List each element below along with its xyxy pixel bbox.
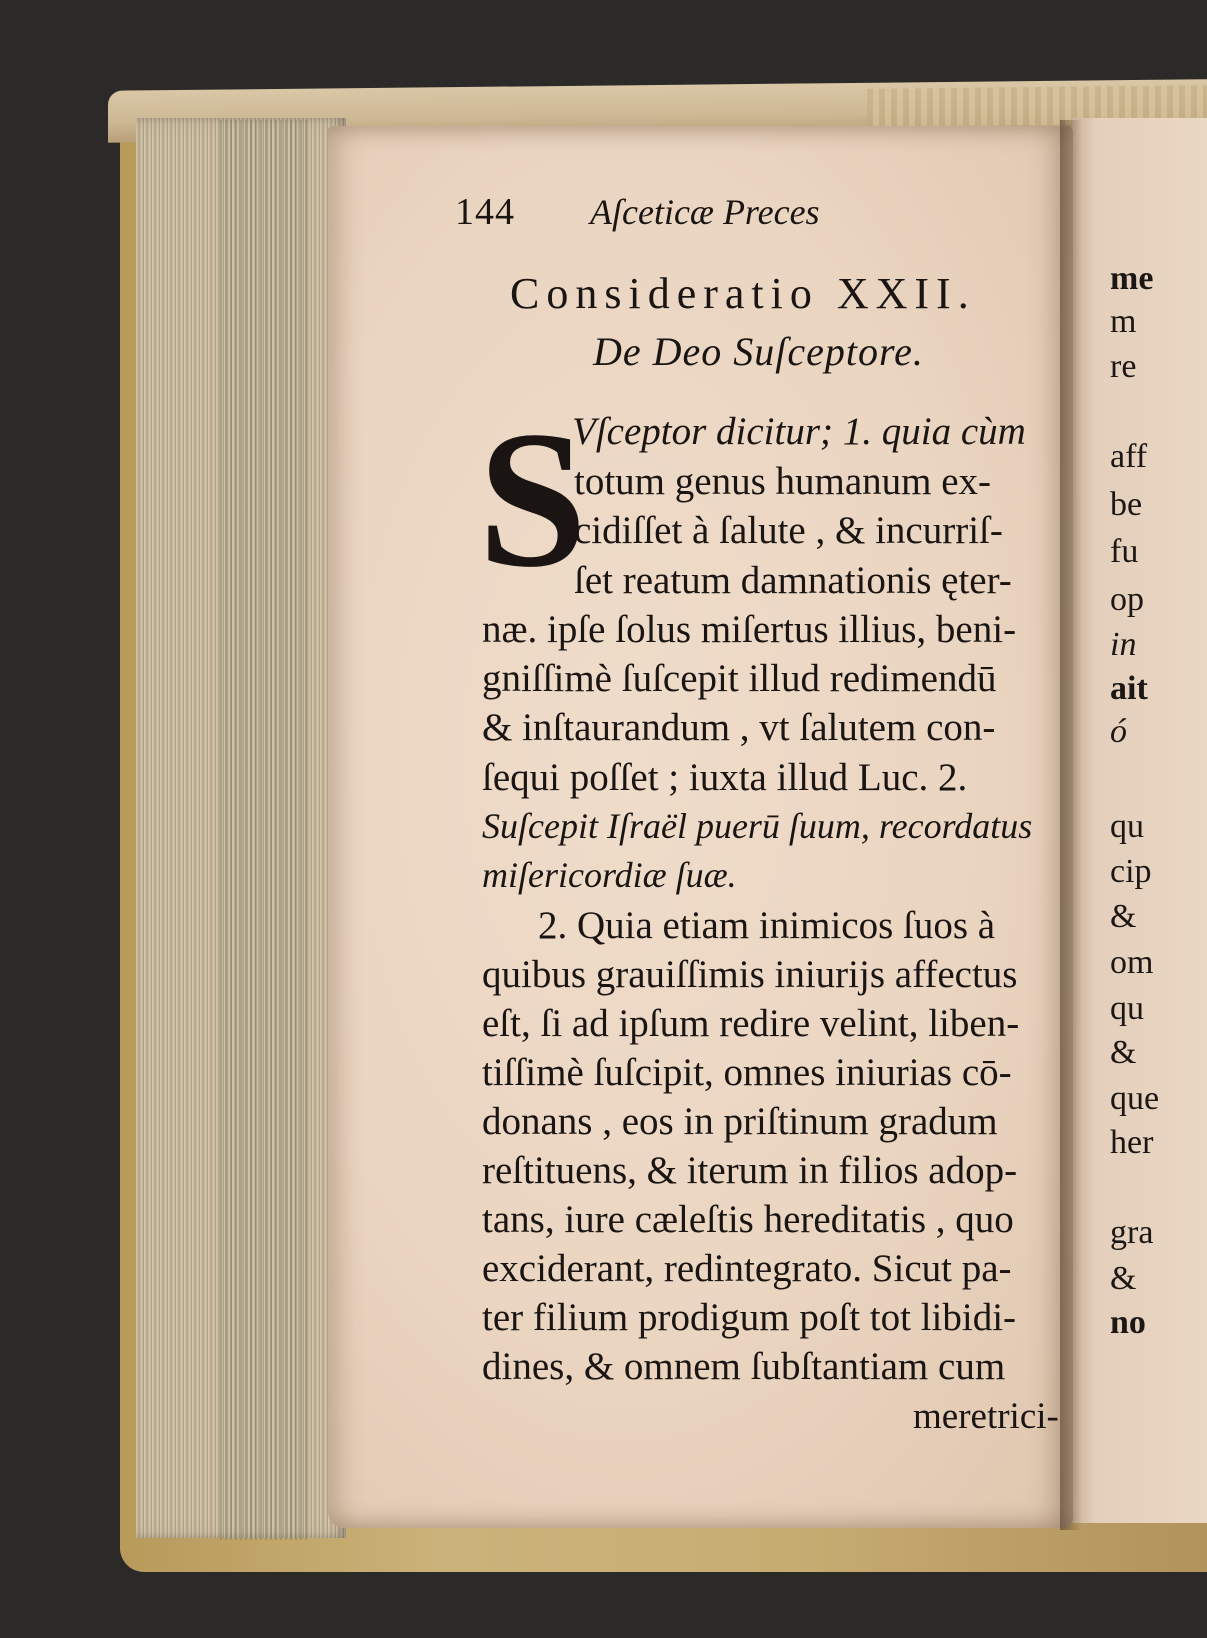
section-heading: Consideratio XXII. (510, 269, 976, 318)
facing-page-fragment: ó (1110, 713, 1127, 750)
facing-page-fragment: ait (1110, 670, 1148, 707)
facing-page-fragment: & (1110, 898, 1137, 935)
text-line: exciderant, redintegrato. Sicut pa- (482, 1247, 1012, 1290)
facing-page-fragment: & (1110, 1034, 1137, 1071)
catchword: meretrici- (913, 1396, 1059, 1437)
running-title: Aſceticæ Preces (590, 192, 820, 232)
facing-page-fragment: gra (1110, 1214, 1154, 1251)
text-line: Suſcepit Iſraël puerū ſuum, recordatus (482, 806, 1033, 846)
text-line: eſt, ſi ad ipſum redire velint, liben- (482, 1002, 1020, 1045)
text-line: tiſſimè ſuſcipit, omnes iniurias cō- (482, 1051, 1012, 1094)
text-line: ter filium prodigum poſt tot libidi- (482, 1296, 1017, 1339)
text-line: 2. Quia etiam inimicos ſuos à (538, 904, 996, 947)
facing-page-fragment: her (1110, 1124, 1154, 1161)
text-line: næ. ipſe ſolus miſertus illius, beni- (482, 608, 1017, 651)
text-line: ſequi poſſet ; iuxta illud Luc. 2. (482, 756, 968, 799)
facing-page-fragment: & (1110, 1260, 1137, 1297)
gutter-shadow (1060, 120, 1082, 1530)
text-line: donans , eos in priſtinum gradum (482, 1100, 998, 1143)
section-subheading: De Deo Suſceptore. (593, 329, 924, 374)
text-line: reſtituens, & iterum in filios adop- (482, 1149, 1018, 1192)
facing-page-fragment: be (1110, 486, 1143, 523)
facing-page-fragment: no (1110, 1304, 1146, 1341)
facing-page-fragment: qu (1110, 990, 1144, 1027)
text-line: quibus grauiſſimis iniurijs affectus (482, 953, 1018, 996)
facing-page-fragment: aff (1110, 438, 1148, 475)
facing-page-fragment: in (1110, 626, 1137, 663)
text-line: miſericordiæ ſuæ. (482, 855, 737, 895)
facing-page-fragment: que (1110, 1080, 1160, 1117)
facing-page-fragment: fu (1110, 533, 1139, 570)
text-line: ſet reatum damnationis ęter- (574, 559, 1012, 602)
text-line: tans, iure cæleſtis hereditatis , quo (482, 1198, 1014, 1241)
text-line: cidiſſet à ſalute , & incurriſ- (574, 509, 1003, 552)
text-line: gniſſimè ſuſcepit illud redimendū (482, 657, 997, 700)
facing-page-fragment: qu (1110, 808, 1144, 845)
facing-page-fragment: om (1110, 944, 1154, 981)
facing-page-fragment: m (1110, 303, 1137, 340)
text-line: & inſtaurandum , vt ſalutem con- (482, 706, 996, 749)
facing-page-fragment: re (1110, 348, 1137, 385)
facing-page-fragment: op (1110, 581, 1144, 618)
drop-cap: S (478, 391, 588, 608)
facing-page-fragment: cip (1110, 853, 1152, 890)
page-number: 144 (455, 191, 515, 233)
page-stack-shadow (220, 120, 310, 1540)
facing-page-fragment: me (1110, 260, 1154, 297)
text-line: dines, & omnem ſubſtantiam cum (482, 1345, 1006, 1388)
text-line: Vſceptor dicitur; 1. quia cùm (572, 410, 1026, 453)
running-head (455, 190, 820, 234)
text-line: totum genus humanum ex- (574, 460, 992, 503)
